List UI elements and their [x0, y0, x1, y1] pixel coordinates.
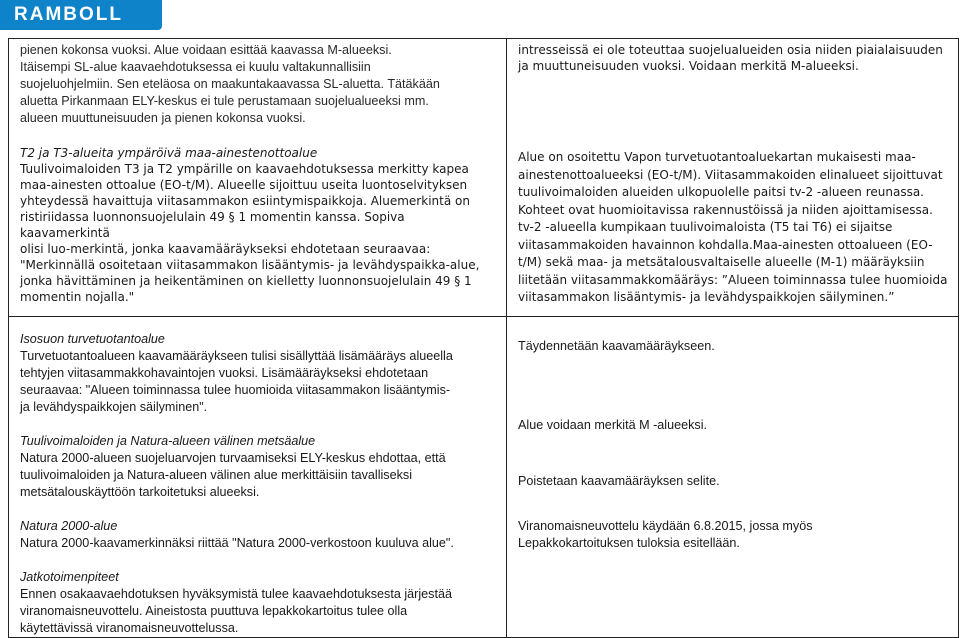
text-line: viitasammakoiden havainnon kohdalla.Maa-ainesten ottoalueen (EO-: [518, 237, 933, 252]
text-line: maa-ainesten ottoalue (EO-t/M). Alueelle sijoittuu useita luontoselvityksen: [20, 178, 468, 192]
comment-cell: [9, 39, 507, 317]
comments-table: [8, 38, 959, 638]
text-line: seuraavaa: "Alueen toiminnassa tulee huomioida viitasammakon lisääntymis-: [20, 383, 451, 397]
text-line: pienen kokonsa vuoksi. Alue voidaan esittää kaavassa M-alueeksi.: [20, 43, 392, 57]
text-line: momentin nojalla.": [20, 290, 135, 304]
text-line: "Merkinnällä osoitetaan viitasammakon lisääntymis- ja levähdyspaikka-alue,: [20, 258, 480, 272]
text-line: alueen muuttuneisuuden ja pienen kokonsa vuoksi.: [20, 111, 306, 125]
text-line: tuulivoimaloiden alueiden ulkopuolelle paitsi tv-2 -alueen reunassa.: [518, 185, 924, 199]
text-line: viranomaisneuvottelu. Aineistosta puuttuva lepakkokartoitus tulee olla: [20, 604, 408, 618]
section-heading: Isosuon turvetuotantoalue: [20, 332, 165, 346]
text-line: tv-2 -alueella kumpikaan tuulivoimaloista (T5 tai T6) ei sijaitse: [518, 220, 893, 234]
text-line: Ennen osakaavaehdotuksen hyväksymistä tulee kaavaehdotuksesta järjestää: [20, 587, 452, 601]
text-line: ristiriidassa luonnonsuojelulain 49 § 1 momentin kanssa. Sopiva kaavamerkintä: [20, 210, 405, 240]
logo-text: RAMBOLL: [14, 4, 123, 25]
section-heading: Jatkotoimenpiteet: [20, 570, 119, 584]
text-line: ja muuttuneisuuden vuoksi. Voidaan merkitä M-alueeksi.: [518, 59, 859, 73]
text-line: Tuulivoimaloiden T3 ja T2 ympärille on kaavaehdotuksessa merkitty kapea: [20, 162, 469, 176]
text-line: liitetään viitasammakkomääräys: ”Alueen toiminnassa tulee huomioida: [518, 272, 948, 287]
text-line: Alue on osoitettu Vapon turvetuotantoaluekartan mukaisesti maa-: [518, 150, 916, 164]
response-cell: [507, 317, 959, 638]
text-line: ja levähdyspaikkojen säilyminen".: [20, 400, 208, 414]
text-line: käytettävissä viranomaisneuvottelussa.: [20, 621, 239, 635]
text-line: Turvetuotantoalueen kaavamääräykseen tulisi sisällyttää lisämääräys alueella: [20, 349, 453, 363]
paragraph: [20, 42, 498, 127]
text-line: t/M) sekä maa- ja metsätalousvaltaiselle alueelle (M-1) määräyksiin: [518, 255, 925, 269]
response-text: Viranomaisneuvottelu käydään 6.8.2015, jossa myös: [518, 519, 813, 533]
response-text: Poistetaan kaavamääräyksen selite.: [518, 474, 720, 488]
text-line: viitasammakon lisääntymis- ja levähdyspaikkojen säilyminen.”: [518, 290, 895, 304]
section-heading: Tuulivoimaloiden ja Natura-alueen välinen metsäalue: [20, 434, 316, 448]
text-line: metsätalouskäyttöön tarkoitetuksi alueeksi.: [20, 485, 260, 499]
section-heading: T2 ja T3-alueita ympäröivä maa-ainestenottoalue: [20, 146, 318, 160]
text-line: tuulivoimaloiden ja Natura-alueen välinen alue merkittäisiin tavalliseksi: [20, 468, 413, 482]
text-line: yhteydessä havaittuja viitasammakon esiintymispaikkoja. Aluemerkintä on: [20, 194, 470, 208]
response-text: Täydennetään kaavamääräykseen.: [518, 339, 715, 353]
response-text: Lepakkokartoituksen tuloksia esitellään.: [518, 536, 740, 550]
response-text: Alue voidaan merkitä M -alueeksi.: [518, 418, 707, 432]
comment-cell: [9, 317, 507, 638]
text-line: Natura 2000-alueen suojeluarvojen turvaamiseksi ELY-keskus ehdottaa, että: [20, 451, 446, 465]
text-line: jonka hävittäminen ja heikentäminen on kielletty luonnonsuojelulain 49 § 1: [20, 274, 472, 288]
text-line: Kohteet ovat huomioitavissa rakennustöissä ja niiden ajoittamisessa.: [518, 202, 933, 217]
text-line: Natura 2000-kaavamerkinnäksi riittää "Natura 2000-verkostoon kuuluva alue".: [20, 536, 454, 550]
text-line: tehtyjen viitasammakkohavaintojen vuoksi. Lisämääräykseksi ehdotetaan: [20, 366, 429, 380]
text-line: intresseissä ei ole toteuttaa suojelualueiden osia niiden piaialaisuuden: [518, 43, 943, 57]
response-cell: [507, 39, 959, 317]
text-line: suojeluohjelmiin. Sen eteläosa on maakuntakaavassa SL-aluetta. Tätäkään: [20, 77, 440, 91]
table-row: [9, 39, 959, 317]
text-line: aluetta Pirkanmaan ELY-keskus ei tule perustamaan suojelualueeksi mm.: [20, 94, 429, 108]
ramboll-logo: [0, 0, 162, 30]
text-line: ainestenottoalueeksi (EO-t/M). Viitasammakoiden elinalueet sijoittuvat: [518, 167, 943, 182]
text-line: olisi luo-merkintä, jonka kaavamääräykseksi ehdotetaan seuraavaa:: [20, 242, 431, 256]
text-line: Itäisempi SL-alue kaavaehdotuksessa ei kuulu valtakunnallisiin: [20, 60, 371, 74]
section-heading: Natura 2000-alue: [20, 519, 118, 533]
table-row: [9, 317, 959, 638]
